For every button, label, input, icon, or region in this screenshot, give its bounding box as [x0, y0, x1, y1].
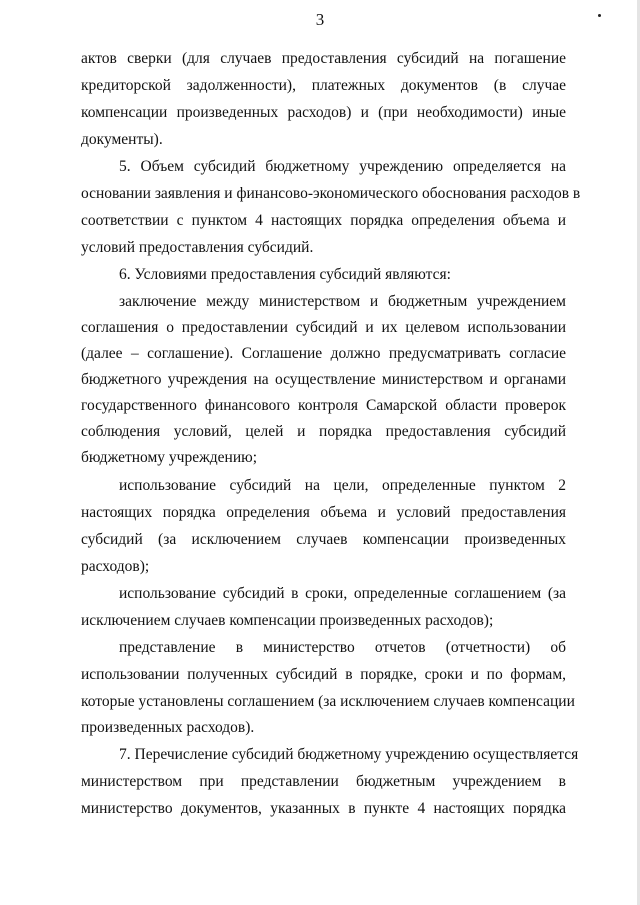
text-line: заключение между министерством и бюджетным учреждением [119, 293, 566, 310]
margin-dot [598, 14, 601, 17]
text-line: министерство документов, указанных в пункте 4 настоящих порядка [81, 800, 566, 817]
text-line: компенсации произведенных расходов) и (при необходимости) иные [81, 104, 566, 121]
text-line: (далее – соглашение). Соглашение должно предусматривать согласие [81, 345, 566, 362]
text-line: соглашения о предоставлении субсидий и их целевом использовании [81, 319, 566, 336]
text-line: расходов); [81, 558, 150, 575]
text-line: актов сверки (для случаев предоставления субсидий на погашение [81, 50, 566, 67]
text-line: соблюдения условий, целей и порядка предоставления субсидий [81, 423, 566, 440]
text-line: 7. Перечисление субсидий бюджетному учреждению осуществляется [119, 746, 579, 763]
text-line: основании заявления и финансово-экономического обоснования расходов в [81, 185, 581, 202]
text-line: бюджетного учреждения на осуществление министерством и органами [81, 371, 566, 388]
text-line: документы). [81, 131, 163, 148]
text-line: министерством при представлении бюджетным учреждением в [81, 773, 566, 790]
text-line: использование субсидий в сроки, определенные соглашением (за [119, 585, 566, 602]
text-line: бюджетному учреждению; [81, 449, 258, 466]
text-line: произведенных расходов). [81, 719, 255, 736]
text-line: 6. Условиями предоставления субсидий являются: [119, 266, 451, 283]
text-line: которые установлены соглашением (за исключением случаев компенсации [81, 693, 575, 710]
text-line: использование субсидий на цели, определенные пунктом 2 [119, 477, 566, 494]
text-line: соответствии с пунктом 4 настоящих порядка определения объема и [81, 212, 566, 229]
text-line: кредиторской задолженности), платежных документов (в случае [81, 77, 566, 94]
page-number: 3 [315, 10, 325, 29]
text-line: государственного финансового контроля Самарской области проверок [81, 397, 566, 414]
text-line: представление в министерство отчетов (отчетности) об [119, 639, 566, 656]
text-line: настоящих порядка определения объема и условий предоставления [81, 504, 566, 521]
text-line: условий предоставления субсидий. [81, 239, 314, 256]
text-line: исключением случаев компенсации произведенных расходов); [81, 612, 494, 629]
text-line: использовании полученных субсидий в порядке, сроки и по формам, [81, 666, 566, 683]
text-line: субсидий (за исключением случаев компенсации произведенных [81, 531, 566, 548]
text-line: 5. Объем субсидий бюджетному учреждению определяется на [119, 158, 566, 175]
